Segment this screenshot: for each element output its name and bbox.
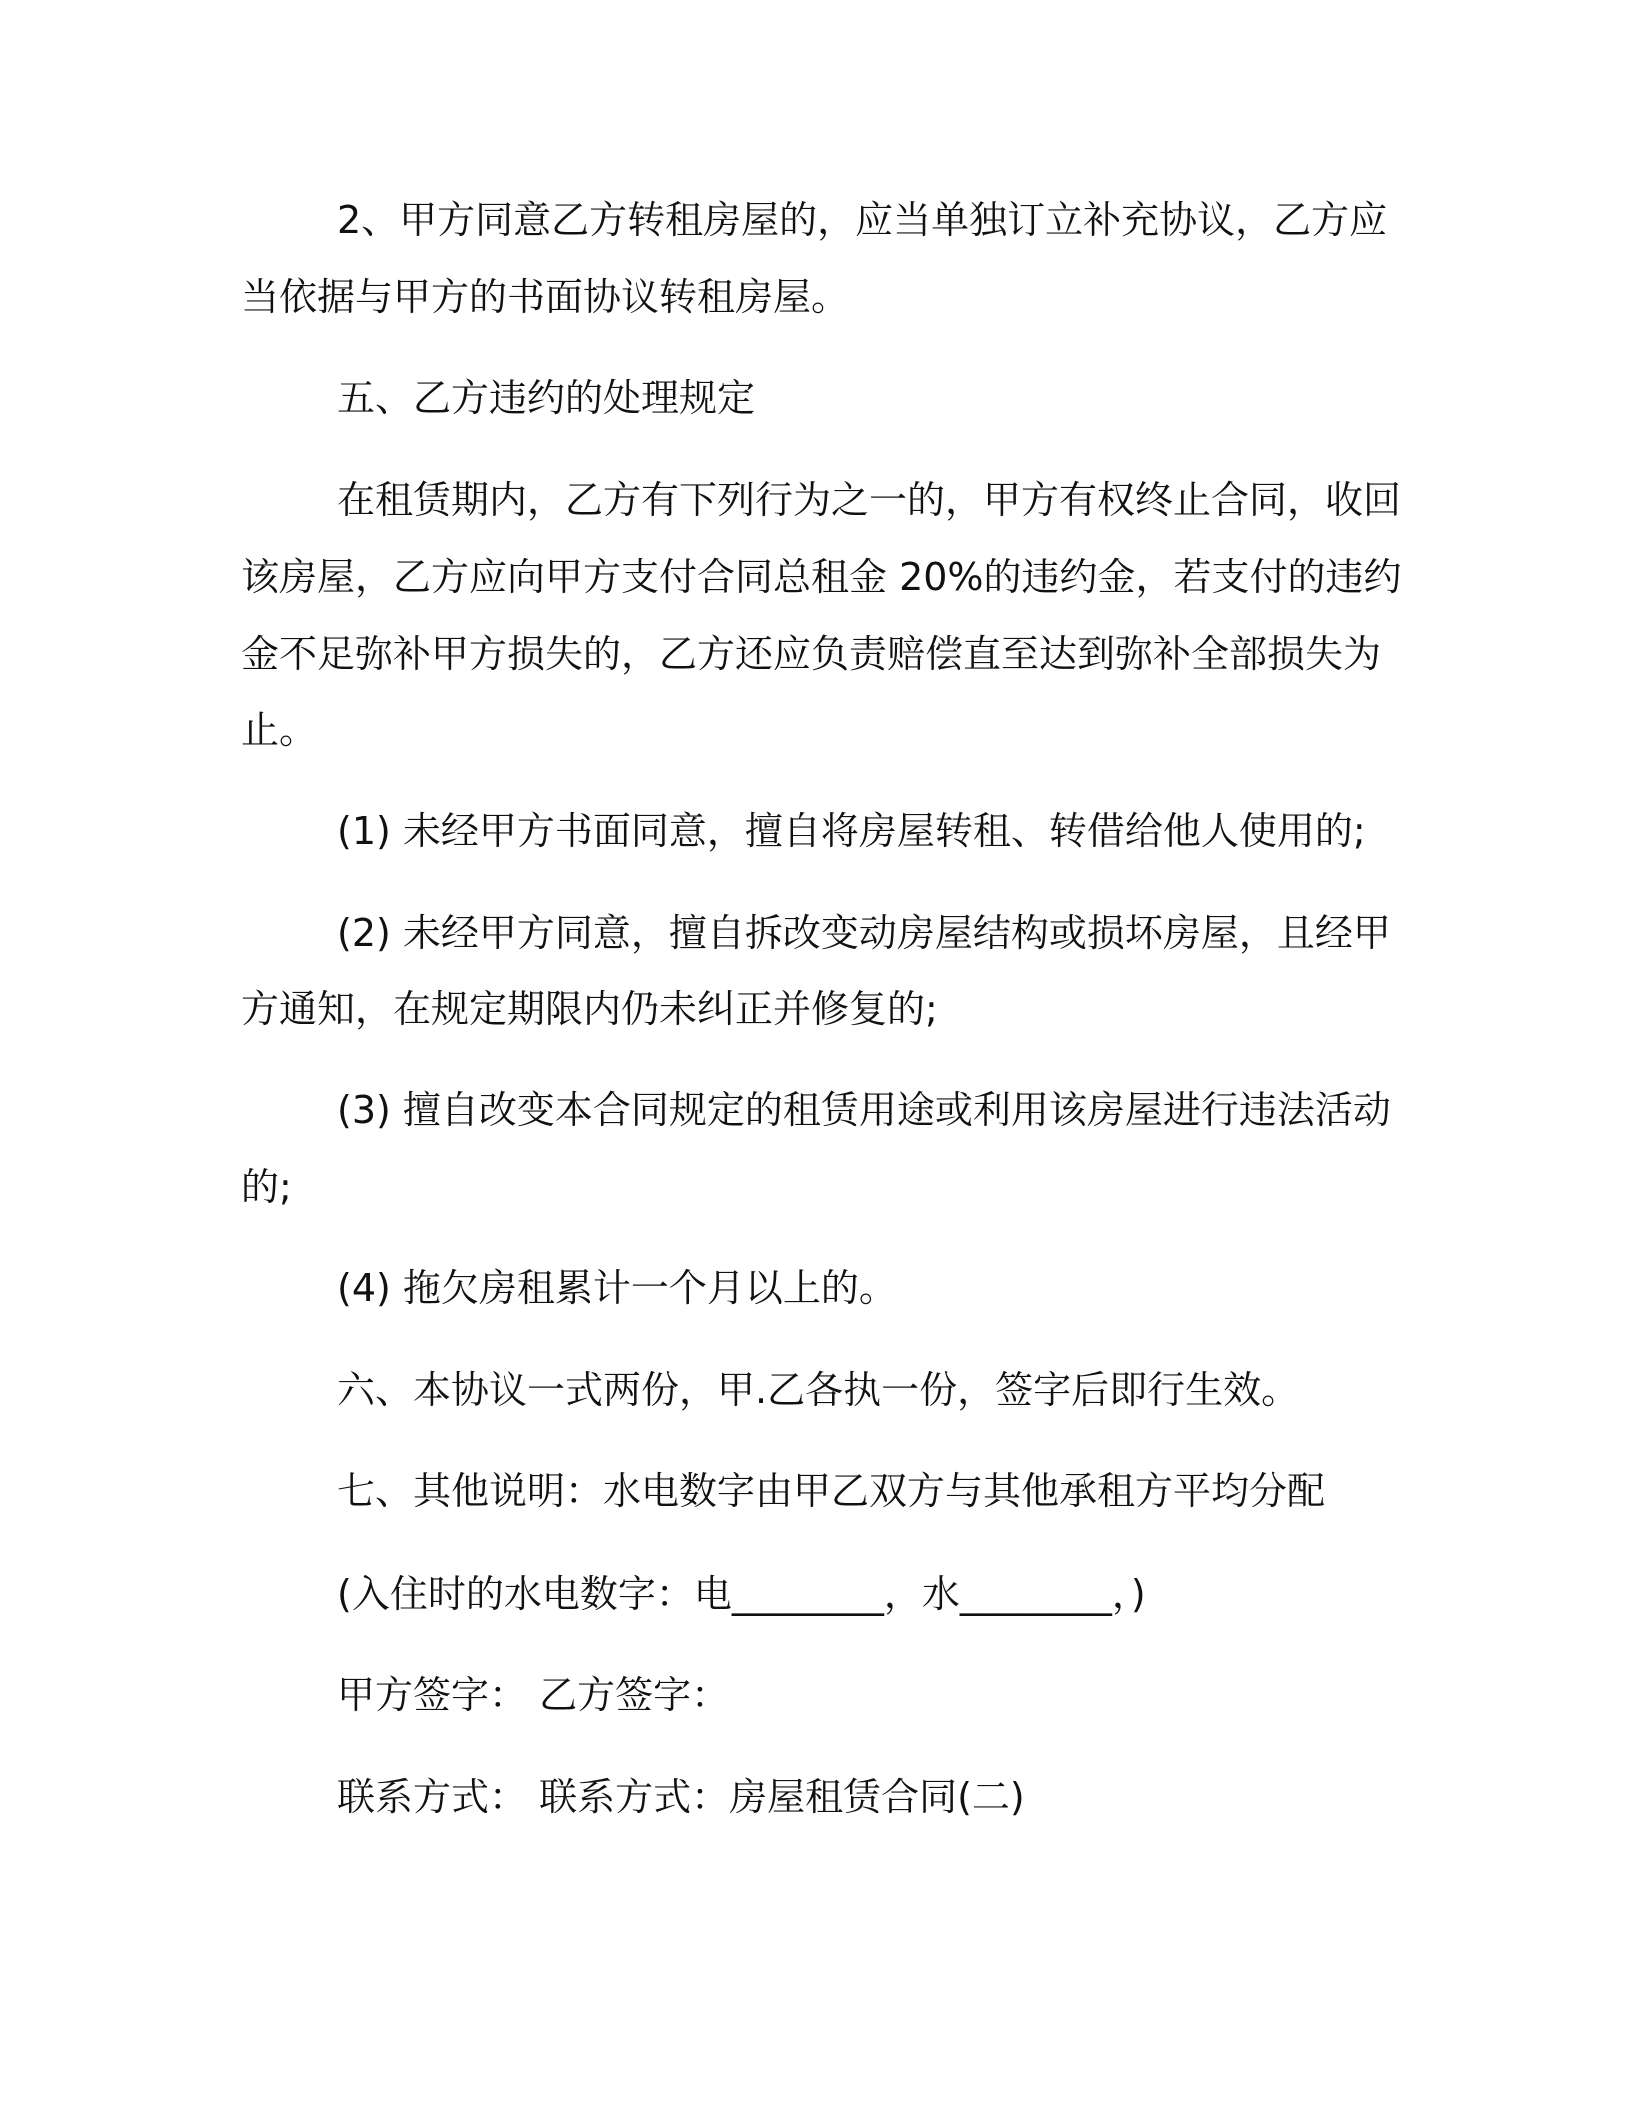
section-5-para-line-1: 在租赁期内，乙方有下列行为之一的，甲方有权终止合同，收回 (337, 478, 1402, 522)
violation-item-1: (1) 未经甲方书面同意，擅自将房屋转租、转借给他人使用的; (337, 809, 1366, 853)
violation-item-3-line-1: (3) 擅自改变本合同规定的租赁用途或利用该房屋进行违法活动 (337, 1088, 1391, 1132)
signature-line: 甲方签字： 乙方签字： (337, 1673, 730, 1717)
section-5-para-line-3: 金不足弥补甲方损失的，乙方还应负责赔偿直至达到弥补全部损失为 (241, 632, 1382, 676)
violation-item-3-line-2: 的; (241, 1165, 292, 1209)
utility-readings: (入住时的水电数字：电________，水________，) (337, 1572, 1146, 1616)
section-5-para-line-4: 止。 (241, 708, 318, 752)
section-7: 七、其他说明：水电数字由甲乙双方与其他承租方平均分配 (337, 1469, 1326, 1513)
clause-4-2-line-1: 2、甲方同意乙方转租房屋的，应当单独订立补充协议，乙方应 (337, 198, 1388, 242)
clause-4-2-line-2: 当依据与甲方的书面协议转租房屋。 (241, 275, 850, 319)
violation-item-4: (4) 拖欠房租累计一个月以上的。 (337, 1266, 897, 1310)
section-5-para-line-2: 该房屋，乙方应向甲方支付合同总租金 20%的违约金，若支付的违约 (241, 555, 1402, 599)
violation-item-2-line-1: (2) 未经甲方同意，擅自拆改变动房屋结构或损坏房屋，且经甲 (337, 911, 1391, 955)
section-6: 六、本协议一式两份，甲.乙各执一份，签字后即行生效。 (337, 1368, 1300, 1412)
contact-line: 联系方式： 联系方式：房屋租赁合同(二) (337, 1775, 1025, 1819)
section-5-heading: 五、乙方违约的处理规定 (337, 376, 756, 420)
violation-item-2-line-2: 方通知，在规定期限内仍未纠正并修复的; (241, 987, 938, 1031)
